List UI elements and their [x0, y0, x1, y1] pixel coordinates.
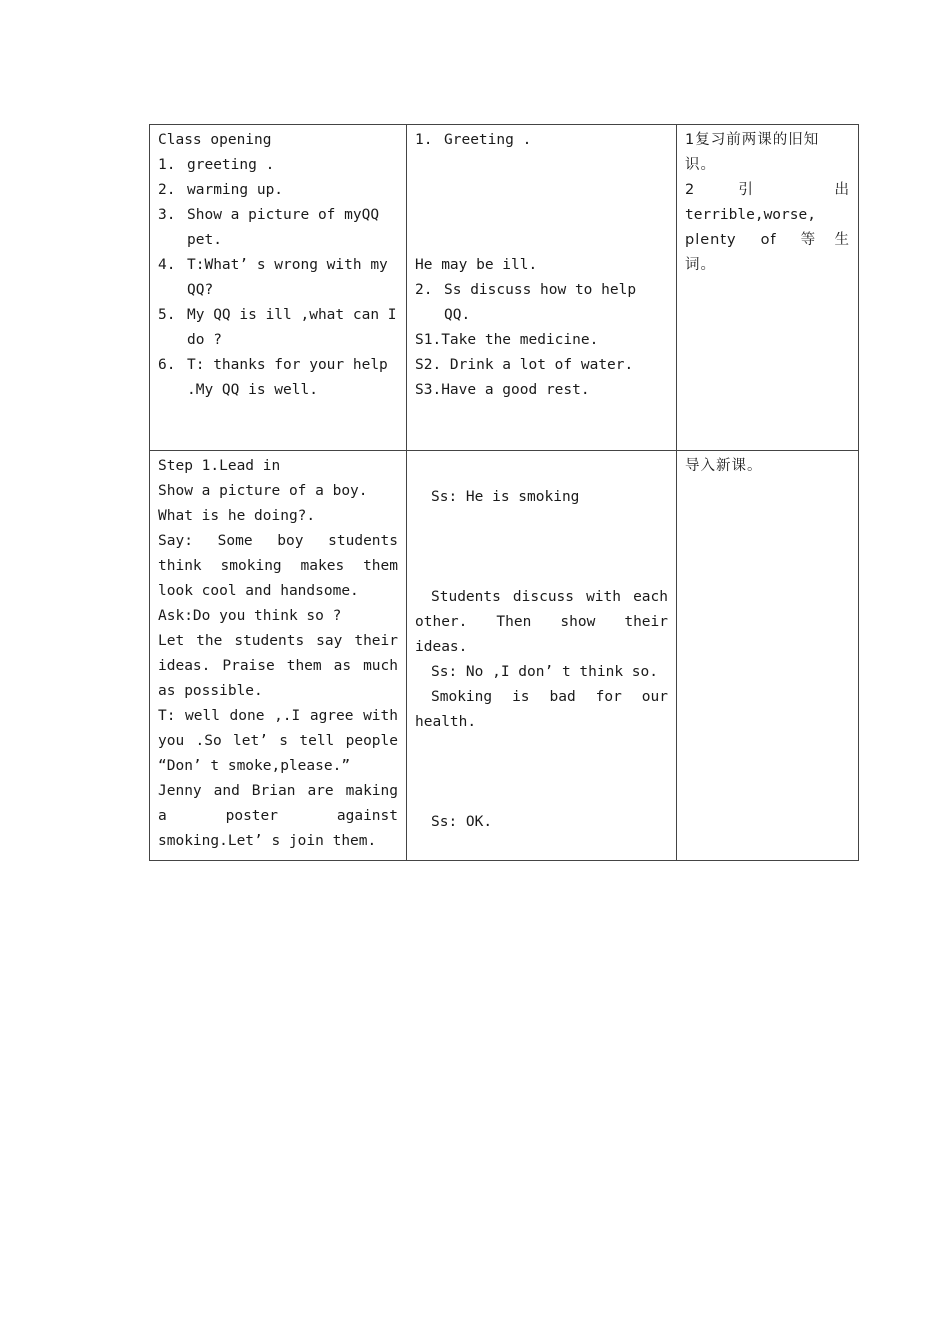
- text-line: S2. Drink a lot of water.: [415, 357, 634, 373]
- section-title: Class opening: [158, 132, 272, 148]
- text-line: Let the students say their ideas. Praise them as much as possible.: [158, 633, 398, 699]
- text-line: Students discuss with each other. Then show their ideas.: [415, 589, 668, 655]
- teacher-activity-cell: [150, 125, 407, 451]
- text-line: Ss: No ,I don’ t think so.: [431, 664, 658, 680]
- text-line: 导入新课。: [685, 458, 763, 474]
- text-line: S1.Take the medicine.: [415, 332, 599, 348]
- text-line: Ss: He is smoking: [431, 489, 580, 505]
- text-line: He may be ill.: [415, 257, 538, 273]
- text-line: Say: Some boy students think smoking makes them look cool and handsome.: [158, 533, 398, 599]
- list-item: 6. T: thanks for your help .My QQ is well.: [158, 357, 388, 398]
- list-item: 5. My QQ is ill ,what can I do ?: [158, 307, 397, 348]
- text-line: Jenny and Brian are making a poster against smoking.Let’ s join them.: [158, 783, 398, 849]
- text-line: Step 1.Lead in: [158, 458, 281, 474]
- list-item: 1. Greeting .: [415, 132, 532, 148]
- text-line: 2 引 出: [685, 182, 850, 198]
- text-line: T: well done ,.I agree with you .So let’ s tell people “Don’ t smoke,please.”: [158, 708, 398, 774]
- text-line: Smoking is bad for our health.: [415, 689, 668, 730]
- text-line: S3.Have a good rest.: [415, 382, 590, 398]
- list-item: 3. Show a picture of myQQ pet.: [158, 207, 380, 248]
- purpose-cell: [677, 125, 859, 451]
- teacher-activity-cell: [150, 451, 407, 861]
- text-line: terrible,worse,: [685, 207, 816, 223]
- text-line: What is he doing?.: [158, 508, 316, 524]
- text-line: plenty of 等生: [685, 232, 850, 248]
- text-line: Show a picture of a boy.: [158, 483, 368, 499]
- student-activity-cell: [407, 125, 677, 451]
- table-row-class-opening: [150, 125, 859, 451]
- table-row-lead-in: [150, 451, 859, 861]
- list-item: 1. greeting .: [158, 157, 275, 173]
- lesson-plan-table: [149, 124, 859, 861]
- text-line: 词。: [685, 257, 716, 273]
- list-item: 4. T:What’ s wrong with my QQ?: [158, 257, 388, 298]
- purpose-cell: [677, 451, 859, 861]
- list-item: 2. Ss discuss how to help QQ.: [415, 282, 637, 323]
- student-activity-cell: [407, 451, 677, 861]
- text-line: Ss: OK.: [431, 814, 493, 830]
- list-item: 2. warming up.: [158, 182, 284, 198]
- text-line: 1复习前两课的旧知识。: [685, 132, 820, 173]
- text-line: Ask:Do you think so ?: [158, 608, 342, 624]
